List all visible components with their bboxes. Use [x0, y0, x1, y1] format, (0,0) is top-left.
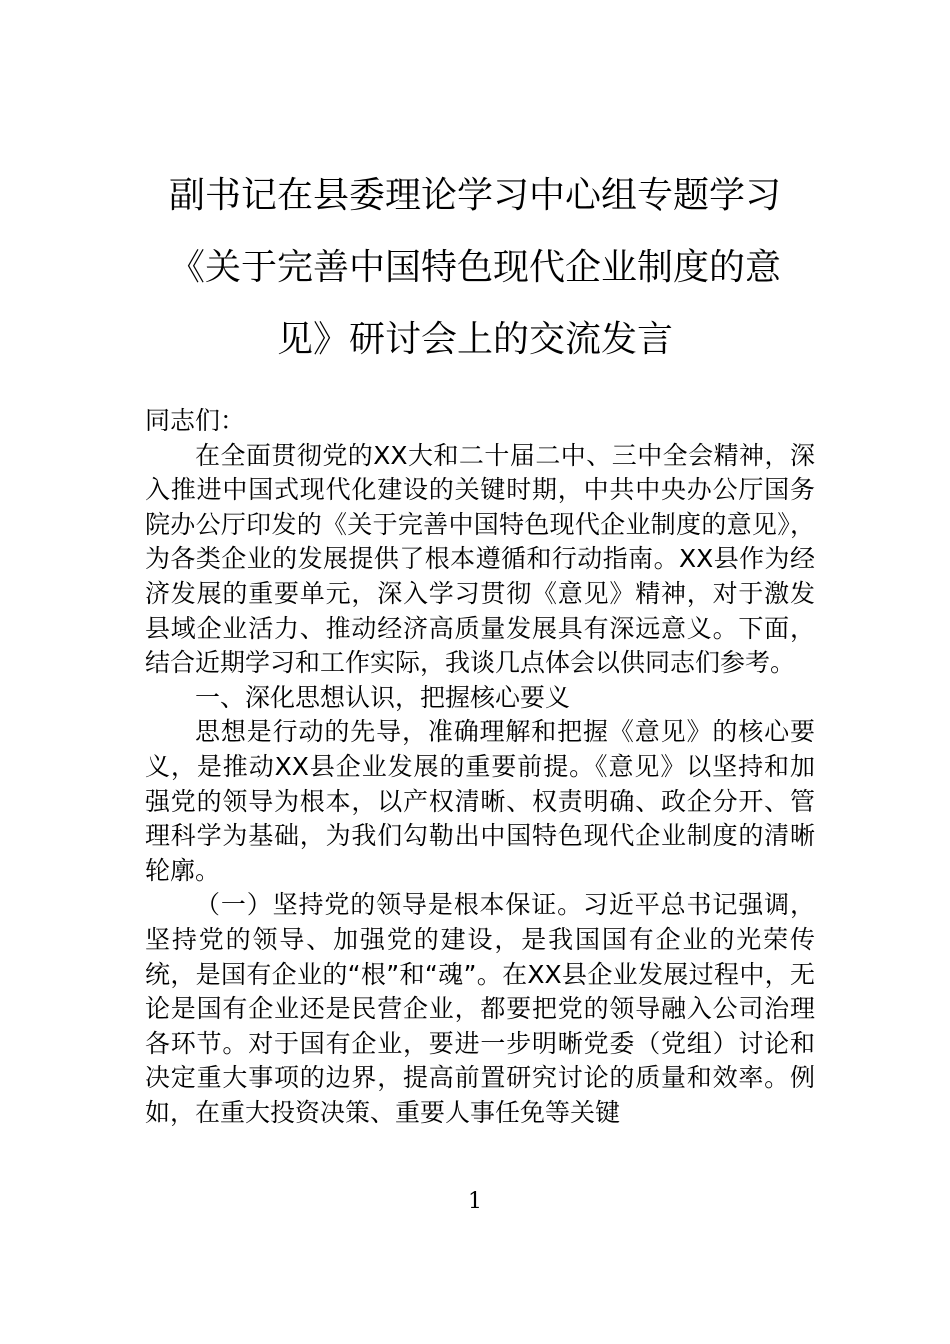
title-line-1: 副书记在县委理论学习中心组专题学习	[168, 175, 781, 216]
paragraph-subsection-1: （一）坚持党的领导是根本保证。习近平总书记强调，坚持党的领导、加强党的建设，是我国国有企业的光荣传统，是国有企业的“根”和“魂”。在XX县企业发展过程中，无论是国有企业还是民营企业，都要把党的领导融入公司治理各环节。对于国有企业，要进一步明晰党委（党组）讨论和决定重大事项的边界，提高前置研究讨论的质量和效率。例如，在重大投资决策、重要人事任免等关键	[145, 890, 815, 1127]
salutation: 同志们：	[145, 406, 246, 435]
section-heading-1: 一、深化思想认识，把握核心要义	[195, 682, 571, 712]
paragraph-intro: 在全面贯彻党的XX大和二十届二中、三中全会精神，深入推进中国式现代化建设的关键时期，中共中央办公厅国务院办公厅印发的《关于完善中国特色现代企业制度的意见》，为各类企业的发展提供了根本遵循和行动指南。XX县作为经济发展的重要单元，深入学习贯彻《意见》精神，对于激发县域企业活力、推动经济高质量发展具有深远意义。下面，结合近期学习和工作实际，我谈几点体会以供同志们参考。	[145, 440, 815, 678]
paragraph-section-1: 思想是行动的先导，准确理解和把握《意见》的核心要义，是推动XX县企业发展的重要前提。《意见》以坚持和加强党的领导为根本，以产权清晰、权责明确、政企分开、管理科学为基础，为我们勾勒出中国特色现代企业制度的清晰轮廓。	[145, 717, 815, 885]
title-line-2: 《关于完善中国特色现代企业制度的意	[168, 247, 781, 288]
title-line-3: 见》研讨会上的交流发言	[276, 319, 673, 360]
page-number: 1	[468, 1189, 482, 1214]
document-body	[145, 404, 815, 1130]
document-title	[145, 160, 805, 376]
